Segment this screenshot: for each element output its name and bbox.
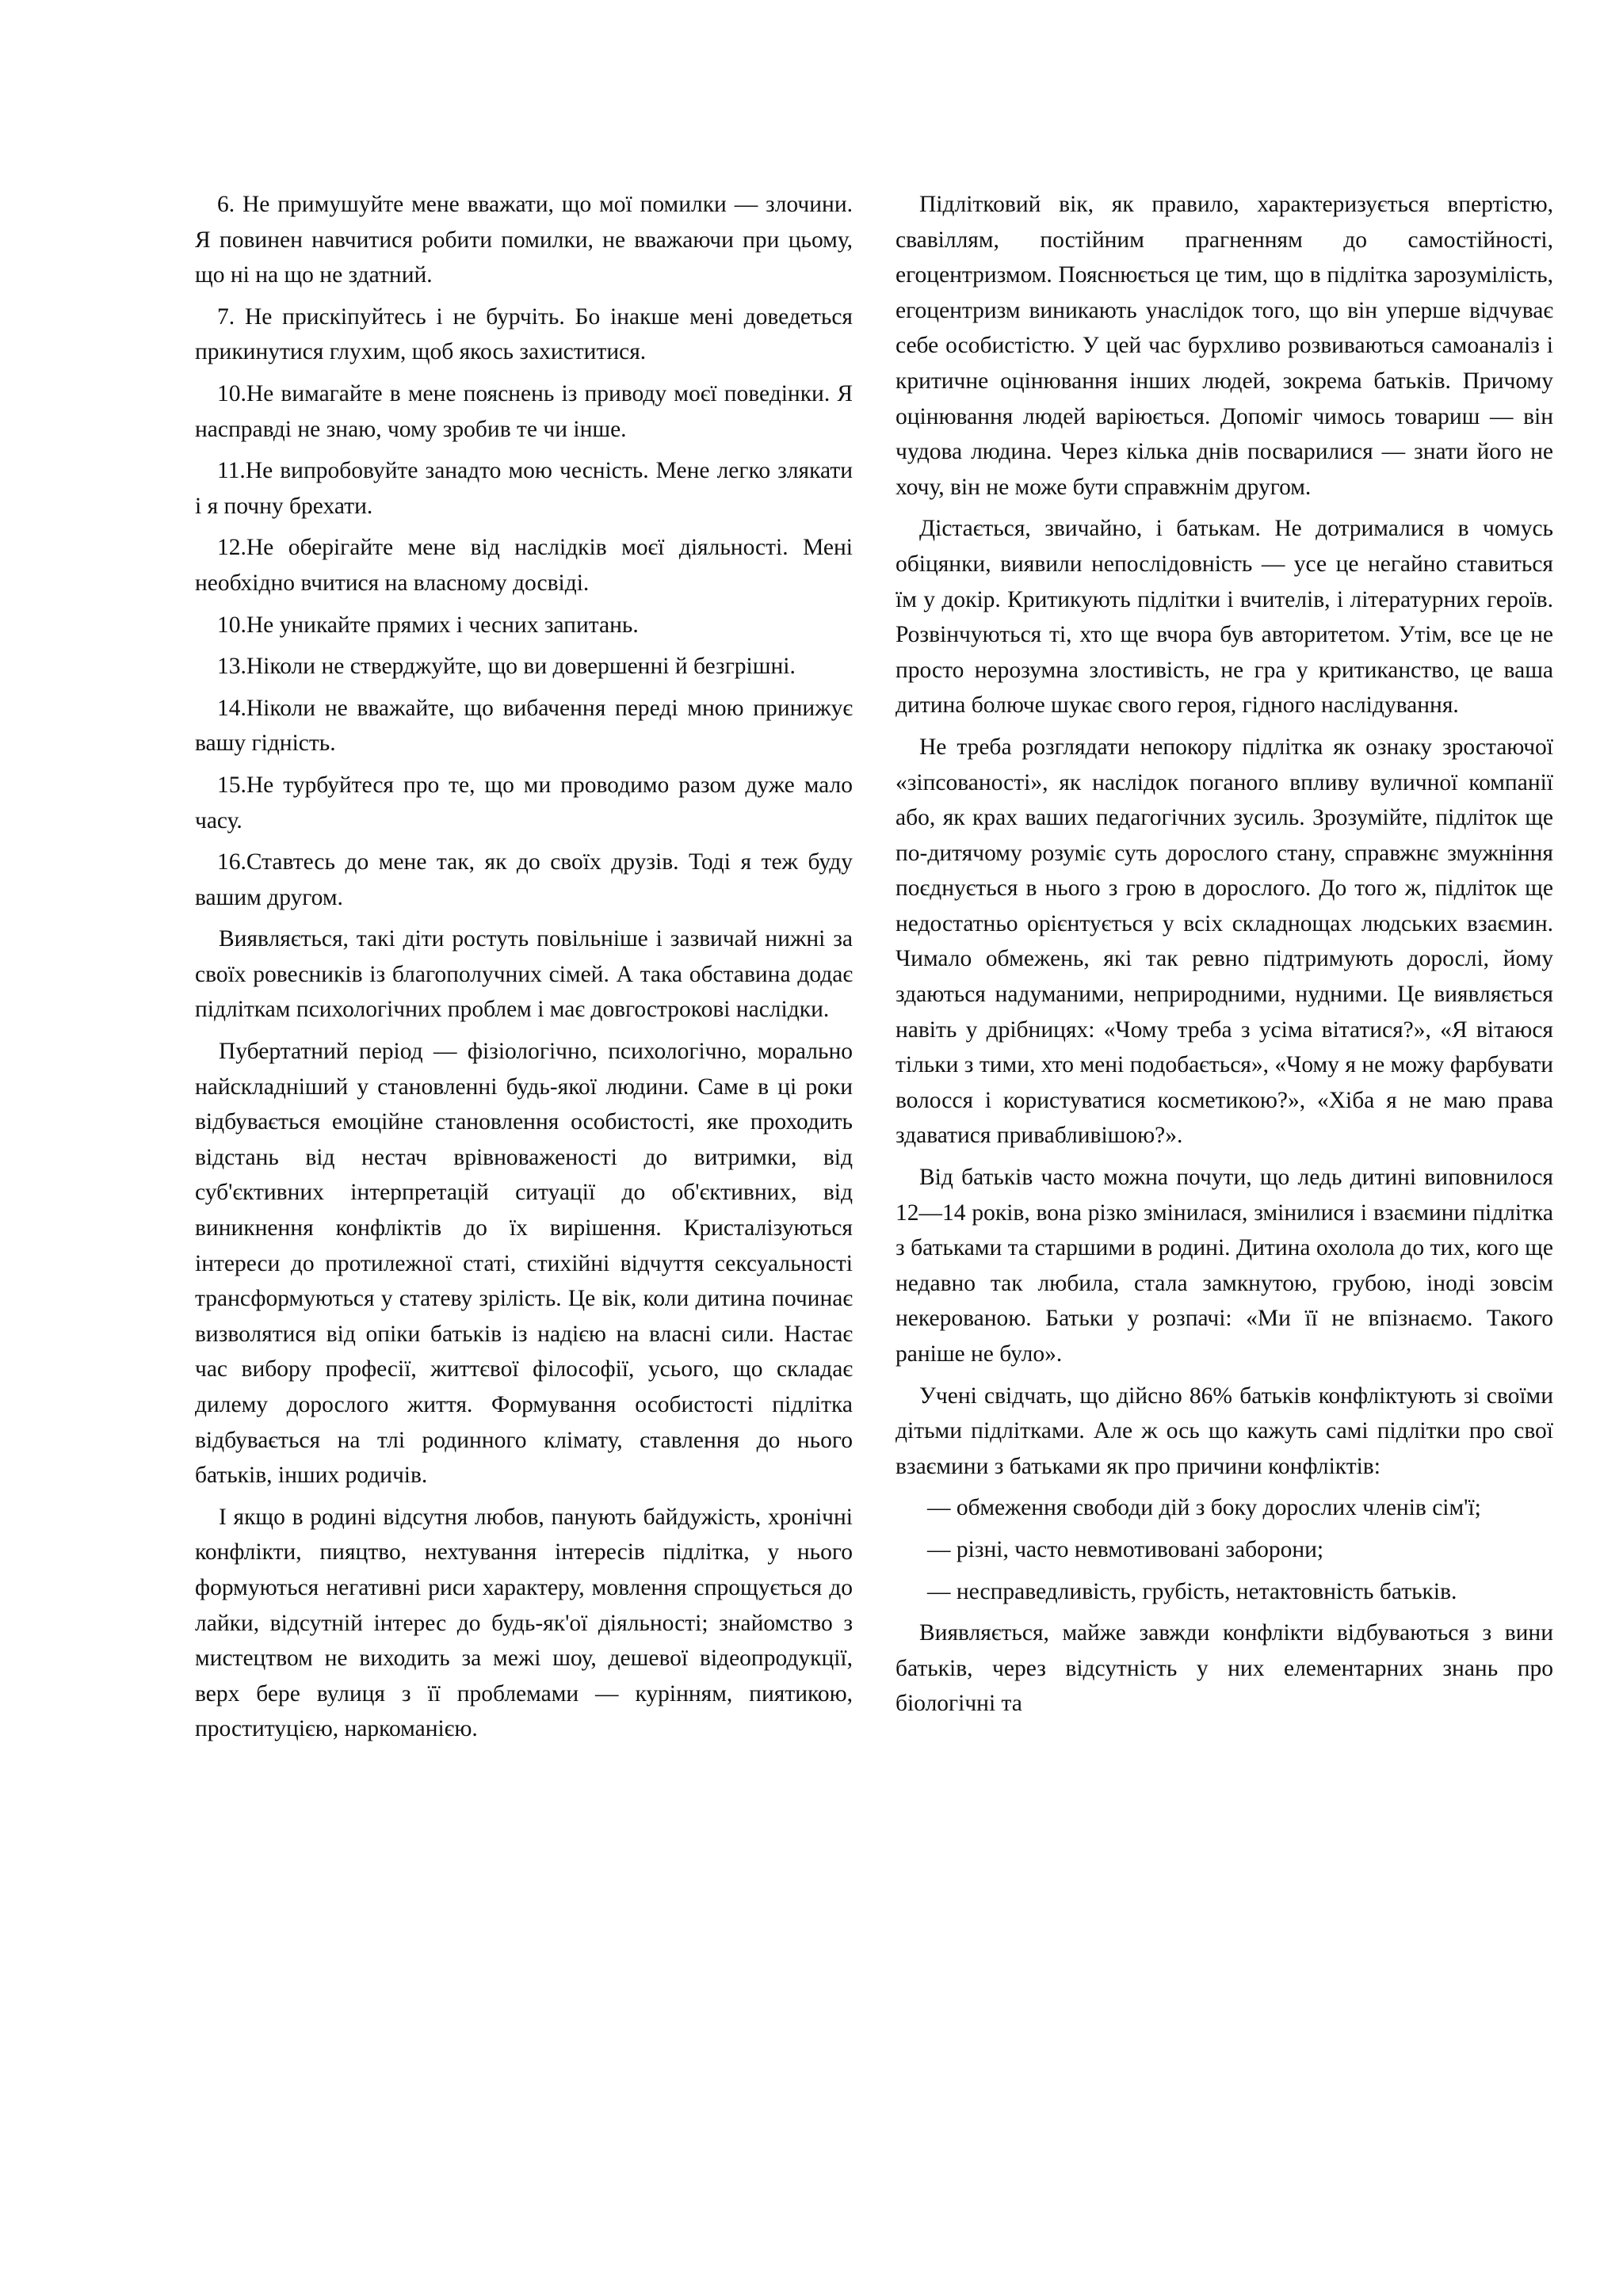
- rule-10-questions: 10.Не уникайте прямих і чесних запитань.: [217, 612, 639, 638]
- left-column: [195, 187, 853, 1753]
- body-paragraph: Виявляється, майже завжди конфлікти відбуваються з вини батьків, через відсутність у них елементарних знань про біологічні та: [896, 1620, 1553, 1717]
- body-paragraph: І якщо в родині відсутня любов, панують байдужість, хронічні конфлікти, пияцтво, нехтування інтересів підлітка, у нього формуються негативні риси характеру, мовлення спрощується до лайки, відсутній інтерес до будь-як'ої діяльності; знайомство з мистецтвом не виходить за межі шоу, дешевої відеопродукції, верх бере вулиця з її проблемами — курінням, пиятикою, проституцією, наркоманією.: [195, 1504, 853, 1742]
- list-item: — несправедливість, грубість, нетактовність батьків.: [927, 1578, 1457, 1604]
- rule-7: 7. Не прискіпуйтесь і не бурчіть. Бо інакше мені доведеться прикинутися глухим, щоб якось захиститися.: [195, 303, 853, 365]
- rule-11: 11.Не випробовуйте занадто мою чесність. Мене легко злякати і я почну брехати.: [195, 458, 853, 519]
- rule-12: 12.Не оберігайте мене від наслідків моєї діяльності. Мені необхідно вчитися на власному досвіді.: [195, 535, 853, 596]
- body-paragraph: Не треба розглядати непокору підлітка як ознаку зростаючої «зіпсованості», як наслідок поганого впливу вуличної компанії або, як крах ваших педагогічних зусиль. Зрозумійте, підліток ще по-дитячому розуміє суть дорослого стану, справжнє змужніння поєднується в нього з грою в дорослого. До того ж, підліток ще недостатньо орієнтується у всіх складнощах людських взаємин. Чимало обмежень, які так ревно підтримують дорослі, йому здаються надуманими, неприродними, нудними. Це виявляється навіть у дрібницях: «Чому треба з усіма вітатися?», «Я вітаюся тільки з тими, хто мені подобається», «Чому я не можу фарбувати волосся і користуватися косметикою?», «Хіба я не маю права здаватися привабливішою?».: [896, 734, 1553, 1149]
- body-paragraph: Підлітковий вік, як правило, характеризується впертістю, свавіллям, постійним прагненням до самостійності, егоцентризмом. Пояснюється це тим, що в підлітка зарозумілість, егоцентризм виникають унаслідок того, що він уперше відчуває себе особистістю. У цей час бурхливо розвиваються самоаналіз і критичне оцінювання інших людей, зокрема батьків. Причому оцінювання людей варіюється. Допоміг чимось товариш — він чудова людина. Через кілька днів посварилися — знати його не хочу, він не може бути справжнім другом.: [896, 192, 1553, 500]
- list-item: — різні, часто невмотивовані заборони;: [927, 1536, 1324, 1562]
- list-item: — обмеження свободи дій з боку дорослих членів сім'ї;: [927, 1495, 1481, 1521]
- body-paragraph: Дістається, звичайно, і батькам. Не дотрималися в чомусь обіцянки, виявили непослідовність — усе це негайно ставиться їм у докір. Критикують підлітки і вчителів, і літературних героїв. Розвінчуються ті, хто ще вчора був авторитетом. Утім, все це не просто нерозумна злостивість, не гра у критиканство, це ваша дитина болюче шукає свого героя, гідного наслідування.: [896, 516, 1553, 719]
- rule-14: 14.Ніколи не вважайте, що вибачення переді мною принижує вашу гідність.: [195, 695, 853, 757]
- body-paragraph: Від батьків часто можна почути, що ледь дитині виповнилося 12—14 років, вона різко змінилася, змінилися і взаємини підлітка з батьками та старшими в родині. Дитина охолола до тих, кого ще недавно так любила, стала замкнутою, грубою, іноді зовсім некерованою. Батьки у розпачі: «Ми її не впізнаємо. Такого раніше не було».: [896, 1165, 1553, 1367]
- rule-15: 15.Не турбуйтеся про те, що ми проводимо разом дуже мало часу.: [195, 772, 853, 833]
- body-paragraph: Пубертатний період — фізіологічно, психологічно, морально найскладніший у становленні будь-якої людини. Саме в ці роки відбувається емоційне становлення особистості, яке проходить відстань від нестач врівноваженості до витримки, від суб'єктивних інтерпретацій ситуації до об'єктивних, від виникнення конфліктів до їх вирішення. Кристалізуються інтереси до протилежної статі, стихійні відчуття сексуальності трансформуються у статеву зрілість. Це вік, коли дитина починає визволятися від опіки батьків із надією на власні сили. Настає час вибору професії, життєвої філософії, усього, що складає дилему дорослого життя. Формування особистості підлітка відбувається на тлі родинного клімату, ставлення до нього батьків, інших родичів.: [195, 1039, 853, 1489]
- body-paragraph: Виявляється, такі діти ростуть повільніше і зазвичай нижні за своїх ровесників із благополучних сімей. А така обставина додає підліткам психологічних проблем і має довгострокові наслідки.: [195, 926, 853, 1023]
- body-paragraph: Учені свідчать, що дійсно 86% батьків конфліктують зі своїми дітьми підлітками. Але ж ось що кажуть самі підлітки про свої взаємини з батьками як про причини конфліктів:: [896, 1383, 1553, 1479]
- rule-6: 6. Не примушуйте мене вважати, що мої помилки — злочини. Я повинен навчитися робити помилки, не вважаючи при цьому, що ні на що не здатний.: [195, 192, 853, 288]
- rule-10: 10.Не вимагайте в мене пояснень із приводу моєї поведінки. Я насправді не знаю, чому зробив те чи інше.: [195, 380, 853, 442]
- rule-16: 16.Ставтесь до мене так, як до своїх друзів. Тоді я теж буду вашим другом.: [195, 849, 853, 910]
- rule-13: 13.Ніколи не стверджуйте, що ви довершенні й безгрішні.: [217, 654, 796, 680]
- right-column: [896, 187, 1553, 1728]
